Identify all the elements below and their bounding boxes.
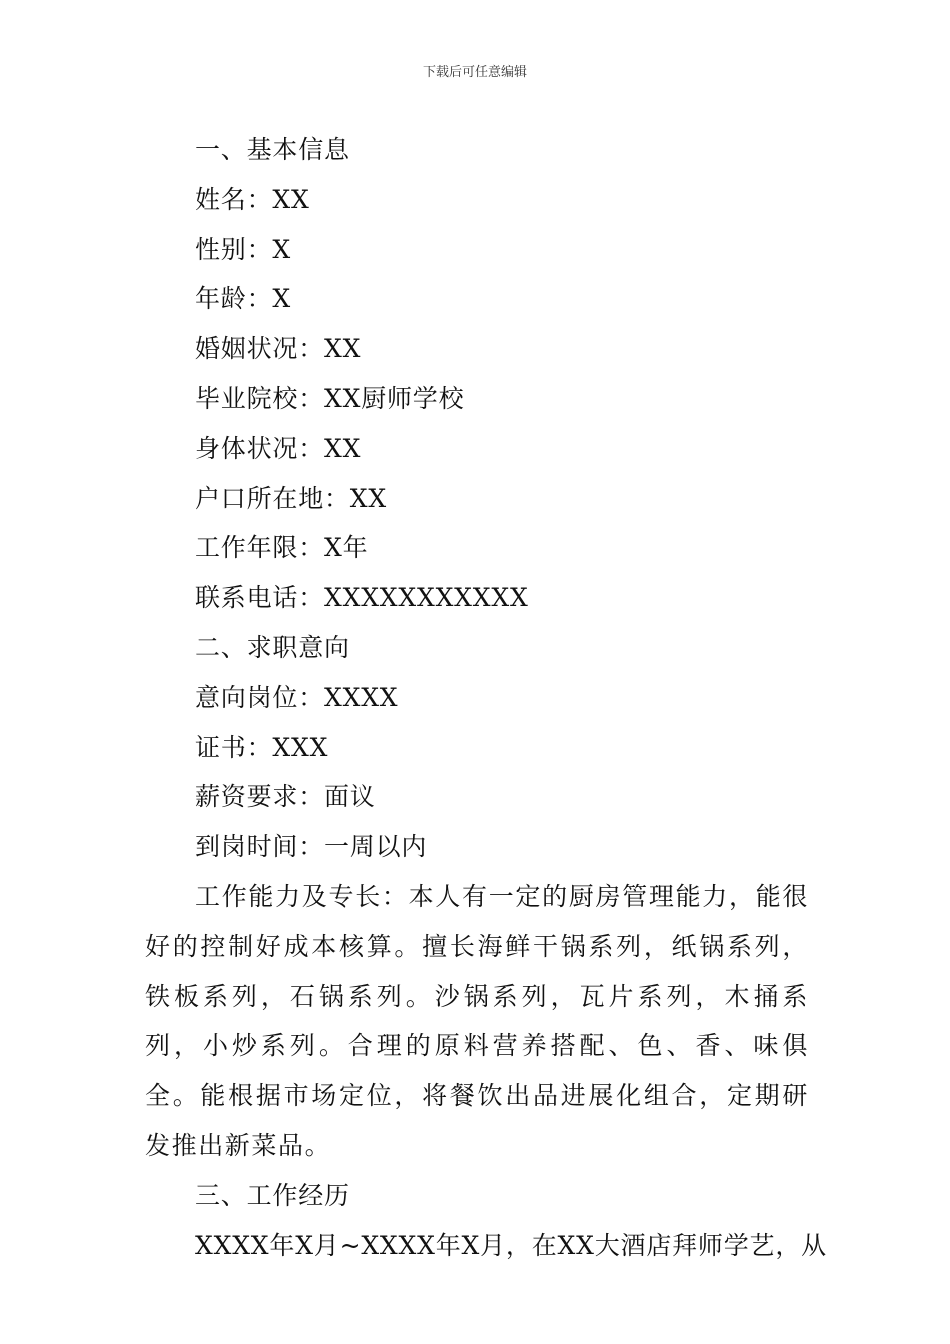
field-health: 身体状况：XX — [195, 433, 362, 463]
field-desired-position: 意向岗位：XXXX — [195, 682, 399, 712]
field-residence: 户口所在地：XX — [195, 483, 387, 513]
section-heading-work-experience: 三、工作经历 — [195, 1180, 350, 1210]
field-marital-status: 婚姻状况：XX — [195, 334, 362, 364]
field-school: 毕业院校：XX厨师学校 — [195, 383, 465, 413]
field-age: 年龄：X — [195, 284, 291, 314]
field-certificate: 证书：XXX — [195, 732, 329, 762]
ability-paragraph: 工作能力及专长：本人有一定的厨房管理能力，能很好的控制好成本核算。擅长海鲜干锅系列，纸锅系列，铁板系列，石锅系列。沙锅系列，瓦片系列，木捅系列，小炒系列。合理的原料营养搭配、色、香、味俱全。能根据市场定位，将餐饮出品进展化组合，定期研发推出新菜品。 — [145, 881, 809, 1160]
section-heading-basic-info: 一、基本信息 — [195, 135, 350, 164]
field-name: 姓名：XX — [195, 184, 310, 214]
field-work-years: 工作年限：X年 — [195, 533, 369, 563]
resume-body — [145, 125, 827, 1270]
field-start-time: 到岗时间：一周以内 — [195, 832, 428, 862]
work-experience-first-line: XXXX年X月~XXXX年X月，在XX大酒店拜师学艺，从 — [195, 1230, 827, 1260]
field-gender: 性别：X — [195, 234, 291, 264]
section-heading-job-intention: 二、求职意向 — [195, 632, 350, 662]
field-salary: 薪资要求：面议 — [195, 782, 376, 812]
page-header: 下载后可任意编辑 — [422, 65, 527, 80]
field-phone: 联系电话：XXXXXXXXXXX — [195, 583, 529, 613]
